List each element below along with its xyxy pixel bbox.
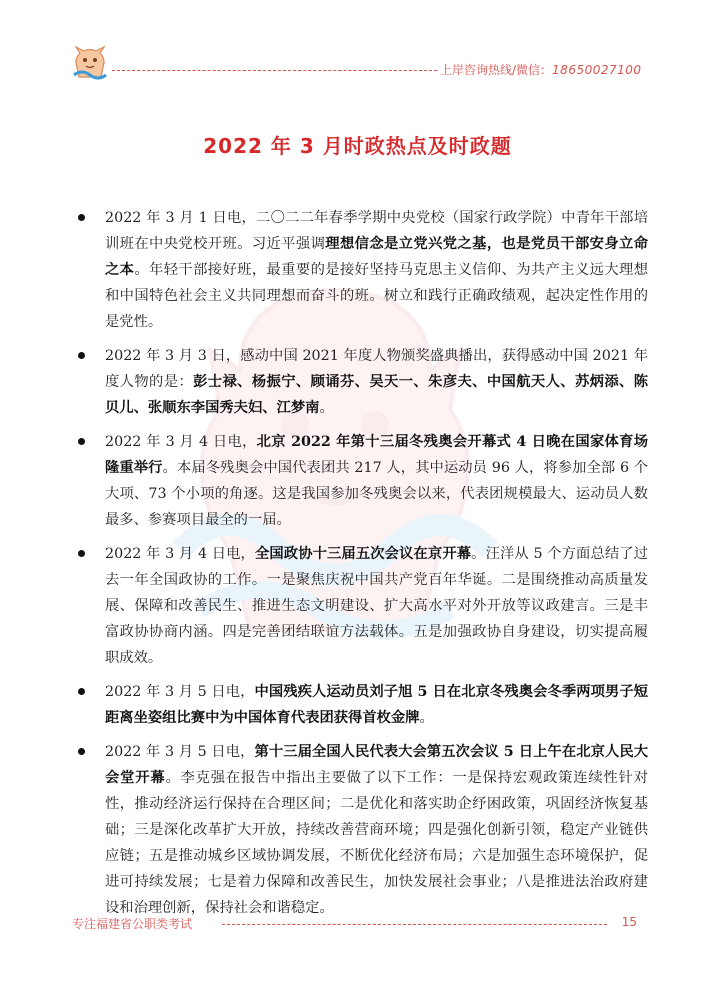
item-text: 。年轻干部接好班，最重要的是接好坚持马克思主义信仰、为共产主义远大理想和中国特色社会主义共同理想而奋斗的班。树立和践行正确政绩观，起决定性作用的是党性。 bbox=[105, 262, 648, 330]
bullet-icon bbox=[78, 352, 85, 359]
page-number: 15 bbox=[621, 915, 637, 929]
page-title: 2022 年 3 月时政热点及时政题 bbox=[203, 134, 512, 158]
page-footer bbox=[72, 915, 637, 939]
footer-text: 专注福建省公职类考试 bbox=[72, 917, 193, 931]
list-item bbox=[70, 739, 648, 921]
bullet-icon bbox=[78, 550, 85, 557]
mascot-logo-icon bbox=[70, 45, 110, 83]
item-text: 2022 年 3 月 4 日电， bbox=[105, 546, 255, 562]
list-item bbox=[70, 541, 648, 671]
list-item bbox=[70, 205, 648, 335]
item-text: 。本届冬残奥会中国代表团共 217 人，其中运动员 96 人，将参加全部 6 个大项、73 个小项的角逐。这是我国参加冬残奥会以来，代表团规模最大、运动员人数最多、参赛项目最全的一届。 bbox=[105, 460, 649, 528]
item-text: 2022 年 3 月 4 日电， bbox=[105, 434, 257, 450]
page-header bbox=[70, 45, 640, 85]
item-highlight: 理想信念是立党兴党之基，也是党员干部安身立命之本 bbox=[105, 236, 649, 278]
list-item bbox=[70, 429, 648, 533]
item-highlight: 全国政协十三届五次会议在京开幕 bbox=[254, 546, 472, 562]
item-text: 。李克强在报告中指出主要做了以下工作：一是保持宏观政策连续性针对性，推动经济运行保持在合理区间；二是优化和落实助企纾困政策，巩固经济恢复基础；三是深化改革扩大开放，持续改善营商环境；四是强化创新引领，稳定产业链供应链；五是推动城乡区域协调发展，不断优化经济布局；六是加强生态环境保护，促进可持续发展；七是着力保障和改善民生，加快发展社会事业；八是推进法治政府建设和治理创新，保持社会和谐稳定。 bbox=[105, 770, 649, 916]
news-list bbox=[70, 205, 648, 929]
list-item bbox=[70, 679, 648, 731]
bullet-icon bbox=[78, 688, 85, 695]
bullet-icon bbox=[78, 214, 85, 221]
header-divider bbox=[112, 70, 437, 71]
hotline bbox=[440, 61, 642, 78]
item-highlight: 中国残疾人运动员刘子旭 5 日在北京冬残奥会冬季两项男子短距离坐姿组比赛中为中国体育代表团获得首枚金牌 bbox=[105, 684, 648, 726]
item-text: 2022 年 3 月 5 日电， bbox=[105, 744, 255, 760]
list-item bbox=[70, 343, 648, 421]
bullet-icon bbox=[78, 438, 85, 445]
item-highlight: 北京 2022 年第十三届冬残奥会开幕式 4 日晚在国家体育场隆重举行 bbox=[105, 434, 648, 476]
item-text: 。 bbox=[319, 400, 334, 416]
bullet-icon bbox=[78, 748, 85, 755]
item-text: 2022 年 3 月 3 日，感动中国 2021 年度人物颁奖盛典播出，获得感动中国 2021 年度人物的是： bbox=[105, 348, 648, 390]
item-text: 。 bbox=[419, 710, 434, 726]
item-text: 2022 年 3 月 5 日电， bbox=[105, 684, 255, 700]
footer-divider bbox=[222, 924, 607, 925]
hotline-number: 18650027100 bbox=[552, 63, 642, 77]
item-highlight: 彭士禄、杨振宁、顾诵芬、吴天一、朱彦夫、中国航天人、苏炳添、陈贝儿、张顺东李国秀夫妇、江梦南 bbox=[105, 374, 649, 416]
item-text: 2022 年 3 月 1 日电，二〇二二年春季学期中央党校（国家行政学院）中青年干部培训班在中央党校开班。习近平强调 bbox=[105, 210, 648, 252]
item-text: 。汪洋从 5 个方面总结了过去一年全国政协的工作。一是聚焦庆祝中国共产党百年华诞。二是围绕推动高质量发展、保障和改善民生、推进生态文明建设、扩大高水平对外开放等议政建言。三是丰富政协协商内涵。四是完善团结联谊方法载体。五是加强政协自身建设，切实提高履职成效。 bbox=[105, 546, 648, 666]
hotline-label: 上岸咨询热线/微信： bbox=[440, 63, 553, 77]
item-highlight: 第十三届全国人民代表大会第五次会议 5 日上午在北京人民大会堂开幕 bbox=[105, 744, 648, 786]
